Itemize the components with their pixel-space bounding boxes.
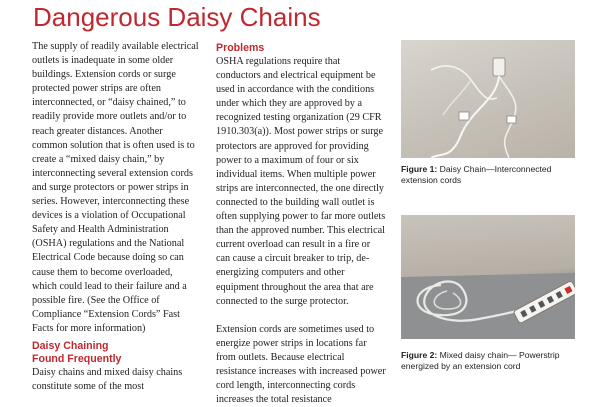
- figure-2-photo: [401, 215, 575, 339]
- figure-1-photo: [401, 40, 575, 158]
- figure-1-text: Daisy Chain—Interconnected extension cords: [401, 164, 552, 185]
- figure-2-caption: [401, 350, 579, 372]
- section-heading-problems: Problems: [216, 42, 265, 54]
- figure-1-label: Figure 1:: [401, 164, 438, 174]
- intro-paragraph: The supply of readily available electrical outlets is inadequate in some older buildings. Extension cords or surge protected power strips are often interconnected, or “daisy chained,” to readily provide more outlets and/or to reach greater distances. Another common solution that is often used is to create a “mixed daisy chain,” by interconnecting several extension cords and surge protectors or power strips in series. However, interconnecting these devices is a violation of Occupational Safety and Health Administration (OSHA) regulations and the National Electrical Code because doing so can cause them to become overloaded, which could lead to their failure and a possible fire. (See the Office of Compliance “Extension Cords” Fast Facts for more information): [32, 41, 199, 334]
- middle-column: [216, 42, 386, 407]
- heading-line-2: Found Frequently: [32, 352, 122, 365]
- figure-1-caption: [401, 164, 579, 186]
- problems-paragraph-2: Extension cords are sometimes used to energize power strips in locations far from outlets. Because electrical resistance increases with increased power cord length, interconnecting cords increases the total resistance: [216, 323, 386, 406]
- page-title: Dangerous Daisy Chains: [33, 2, 321, 32]
- left-column: [32, 40, 200, 394]
- figure-2-text: Mixed daisy chain— Powerstrip energized by an extension cord: [401, 350, 560, 371]
- mixed-daisy-chain-illustration: [401, 215, 575, 339]
- heading-line-1: Daisy Chaining: [32, 339, 109, 352]
- daisy-chaining-paragraph: Daisy chains and mixed daisy chains constitute some of the most: [32, 366, 183, 393]
- section-heading-daisy-chaining: [32, 340, 200, 366]
- daisy-chain-illustration: [401, 40, 575, 158]
- problems-paragraph-1: OSHA regulations require that conductors and electrical equipment be used in accordance with the conditions under which they are approved by a recognized testing organization (29 CFR 1910.303(a)). Most power strips or surge protectors are approved for providing power to a maximum of four or six individual items. When multiple power strips are interconnected, the one directly connected to the building wall outlet is often supplying power to far more outlets than the approved number. This electrical current overload can result in a fire or can cause a circuit breaker to trip, de-energizing computers and other equipment throughout the area that are connected to the surge protector.: [216, 56, 386, 307]
- figure-2-label: Figure 2:: [401, 350, 438, 360]
